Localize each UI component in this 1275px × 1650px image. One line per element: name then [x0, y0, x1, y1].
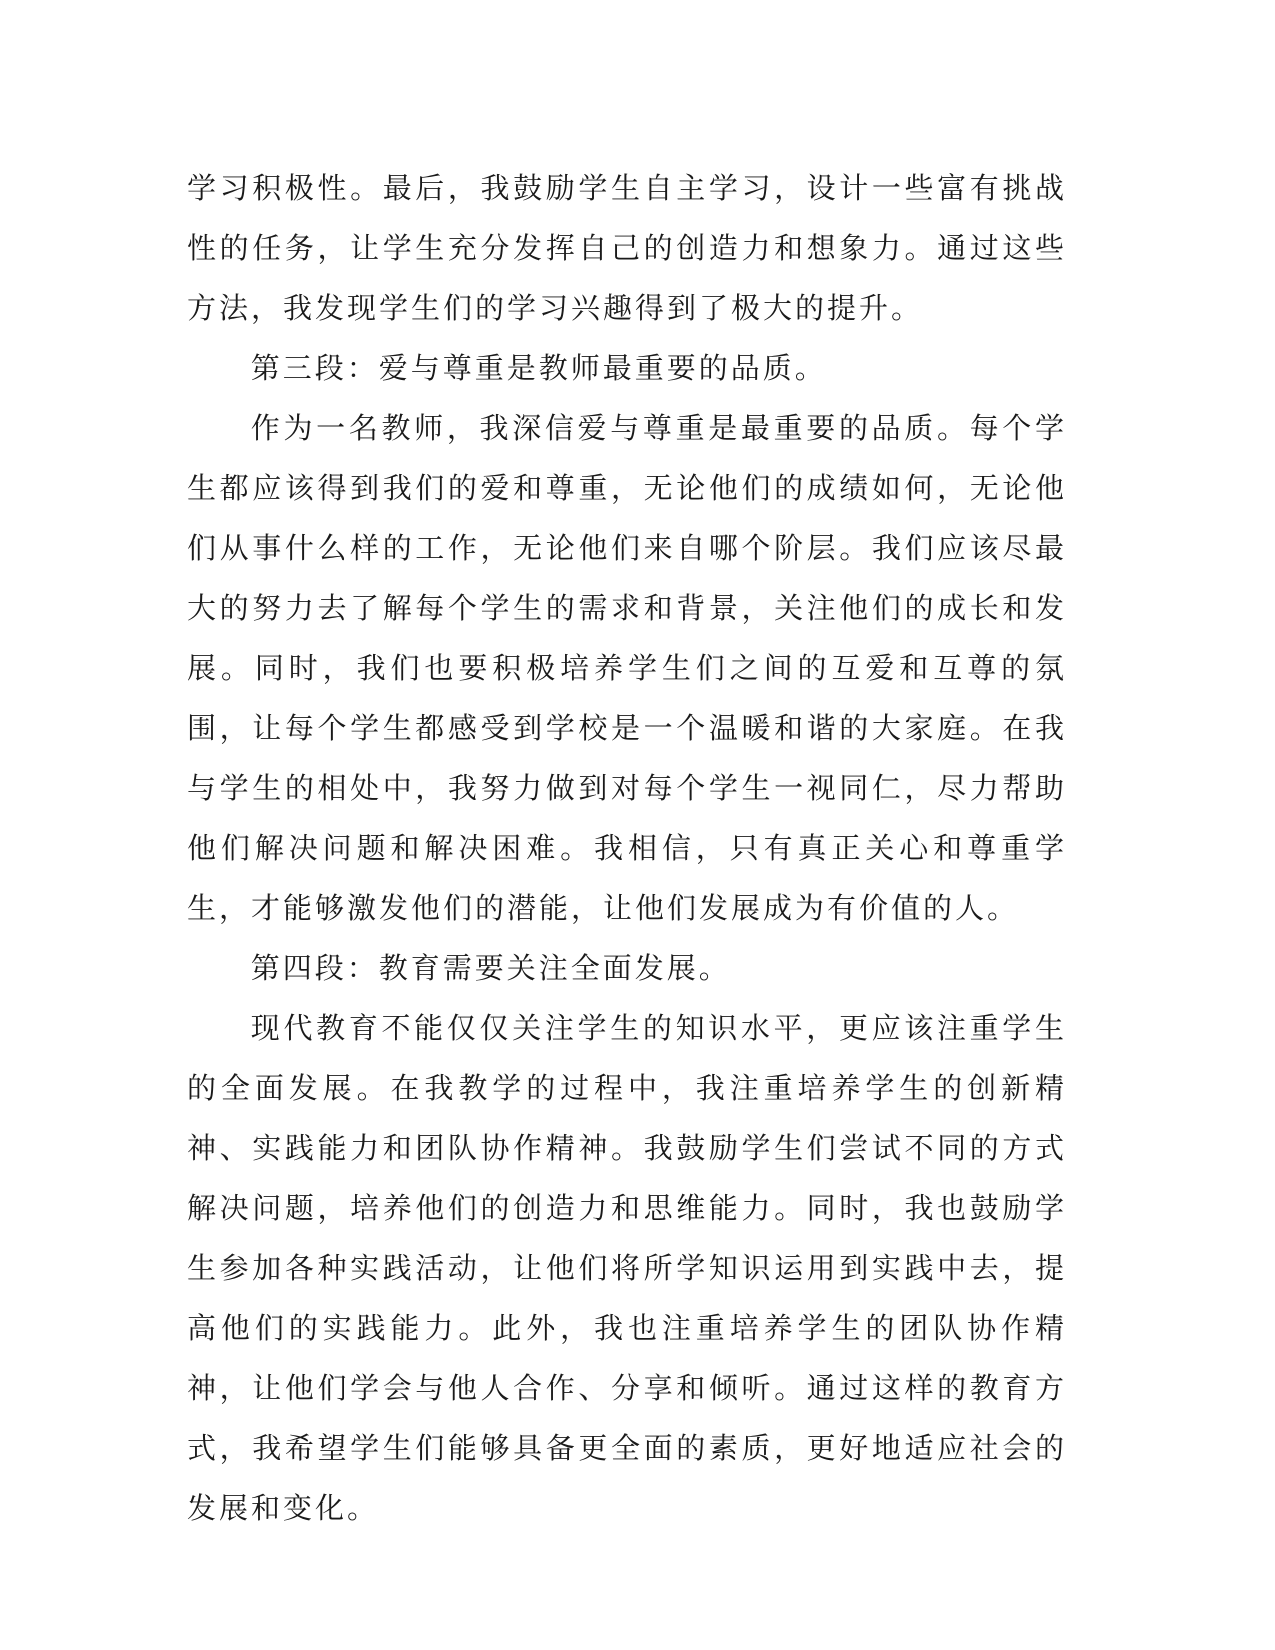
paragraph-continuation: 学习积极性。最后，我鼓励学生自主学习，设计一些富有挑战性的任务，让学生充分发挥自己的创造力和想象力。通过这些方法，我发现学生们的学习兴趣得到了极大的提升。 [187, 171, 1067, 325]
paragraph-holistic-development: 现代教育不能仅仅关注学生的知识水平，更应该注重学生的全面发展。在我教学的过程中，我注重培养学生的创新精神、实践能力和团队协作精神。我鼓励学生们尝试不同的方式解决问题，培养他们的创造力和思维能力。同时，我也鼓励学生参加各种实践活动，让他们将所学知识运用到实践中去，提高他们的实践能力。此外，我也注重培养学生的团队协作精神，让他们学会与他人合作、分享和倾听。通过这样的教育方式，我希望学生们能够具备更全面的素质，更好地适应社会的发展和变化。 [187, 1011, 1067, 1525]
section-heading-four: 第四段：教育需要关注全面发展。 [250, 951, 731, 985]
document-body [187, 158, 1067, 1538]
paragraph-love-respect: 作为一名教师，我深信爱与尊重是最重要的品质。每个学生都应该得到我们的爱和尊重，无论他们的成绩如何，无论他们从事什么样的工作，无论他们来自哪个阶层。我们应该尽最大的努力去了解每个学生的需求和背景，关注他们的成长和发展。同时，我们也要积极培养学生们之间的互爱和互尊的氛围，让每个学生都感受到学校是一个温暖和谐的大家庭。在我与学生的相处中，我努力做到对每个学生一视同仁，尽力帮助他们解决问题和解决困难。我相信，只有真正关心和尊重学生，才能够激发他们的潜能，让他们发展成为有价值的人。 [187, 411, 1067, 925]
section-heading-three: 第三段：爱与尊重是教师最重要的品质。 [250, 351, 827, 385]
